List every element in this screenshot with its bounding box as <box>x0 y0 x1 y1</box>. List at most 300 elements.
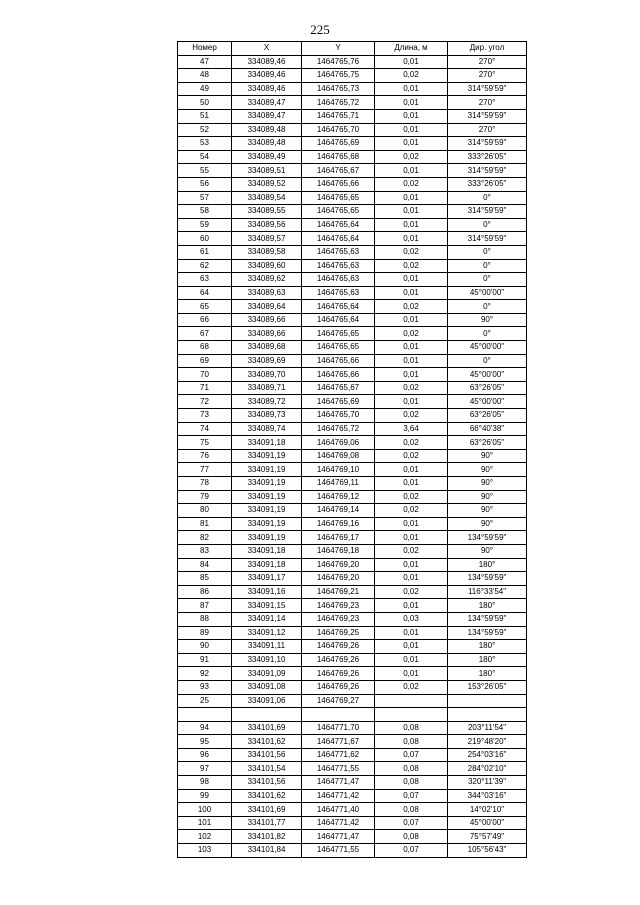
cell-y: 1464769,26 <box>302 653 375 667</box>
cell-y: 1464771,62 <box>302 748 375 762</box>
cell-number: 64 <box>178 286 232 300</box>
cell-x: 334091,19 <box>232 449 302 463</box>
cell-length <box>375 694 448 708</box>
cell-y: 1464765,64 <box>302 313 375 327</box>
cell-bearing: 0° <box>448 259 527 273</box>
cell-y: 1464765,69 <box>302 395 375 409</box>
table-row <box>178 694 527 708</box>
table-row <box>178 789 527 803</box>
cell-length: 0,01 <box>375 286 448 300</box>
cell-x: 334089,73 <box>232 409 302 423</box>
cell-length: 0,08 <box>375 776 448 790</box>
cell-number: 81 <box>178 517 232 531</box>
cell-number: 99 <box>178 789 232 803</box>
cell-number: 100 <box>178 803 232 817</box>
cell-bearing: 90° <box>448 517 527 531</box>
column-header-length: Длина, м <box>375 42 448 56</box>
cell-number: 74 <box>178 422 232 436</box>
cell-x: 334089,46 <box>232 55 302 69</box>
cell-y: 1464765,64 <box>302 300 375 314</box>
cell-y <box>302 708 375 722</box>
cell-y: 1464769,12 <box>302 490 375 504</box>
cell-number: 53 <box>178 137 232 151</box>
cell-x: 334089,47 <box>232 96 302 110</box>
cell-number: 73 <box>178 409 232 423</box>
cell-x: 334089,54 <box>232 191 302 205</box>
cell-x: 334101,82 <box>232 830 302 844</box>
cell-x: 334091,09 <box>232 667 302 681</box>
cell-bearing: 270° <box>448 69 527 83</box>
table-row <box>178 531 527 545</box>
cell-number: 80 <box>178 504 232 518</box>
table-row <box>178 653 527 667</box>
cell-length: 0,02 <box>375 259 448 273</box>
cell-y: 1464765,64 <box>302 218 375 232</box>
cell-number: 79 <box>178 490 232 504</box>
cell-y: 1464769,08 <box>302 449 375 463</box>
cell-length: 0,01 <box>375 164 448 178</box>
cell-y: 1464769,21 <box>302 585 375 599</box>
table-row <box>178 82 527 96</box>
table-row <box>178 259 527 273</box>
cell-x: 334091,19 <box>232 531 302 545</box>
cell-number: 77 <box>178 463 232 477</box>
cell-bearing: 0° <box>448 273 527 287</box>
cell-number: 69 <box>178 354 232 368</box>
cell-length: 0,08 <box>375 721 448 735</box>
cell-x: 334101,84 <box>232 844 302 858</box>
table-row <box>178 517 527 531</box>
cell-number: 51 <box>178 109 232 123</box>
table-row <box>178 123 527 137</box>
cell-x: 334089,46 <box>232 82 302 96</box>
cell-x: 334089,63 <box>232 286 302 300</box>
cell-length: 3,64 <box>375 422 448 436</box>
cell-x: 334091,19 <box>232 490 302 504</box>
cell-length: 0,02 <box>375 381 448 395</box>
table-row <box>178 232 527 246</box>
cell-bearing: 45°00'00" <box>448 341 527 355</box>
cell-y: 1464769,17 <box>302 531 375 545</box>
cell-bearing: 134°59'59" <box>448 531 527 545</box>
table-row <box>178 300 527 314</box>
cell-number: 103 <box>178 844 232 858</box>
cell-length: 0,02 <box>375 69 448 83</box>
table-row <box>178 490 527 504</box>
table-row <box>178 721 527 735</box>
cell-number: 95 <box>178 735 232 749</box>
cell-x: 334101,69 <box>232 721 302 735</box>
table-row <box>178 640 527 654</box>
cell-y: 1464765,64 <box>302 232 375 246</box>
cell-bearing: 254°03'16" <box>448 748 527 762</box>
cell-x: 334091,11 <box>232 640 302 654</box>
cell-length: 0,01 <box>375 313 448 327</box>
table-row <box>178 150 527 164</box>
cell-x: 334089,55 <box>232 205 302 219</box>
cell-length: 0,02 <box>375 490 448 504</box>
cell-bearing: 320°11'39" <box>448 776 527 790</box>
cell-y: 1464771,55 <box>302 844 375 858</box>
cell-y: 1464769,11 <box>302 477 375 491</box>
table-row <box>178 735 527 749</box>
cell-x: 334101,62 <box>232 789 302 803</box>
cell-number: 58 <box>178 205 232 219</box>
table-row <box>178 96 527 110</box>
cell-length: 0,01 <box>375 205 448 219</box>
cell-number: 59 <box>178 218 232 232</box>
cell-y: 1464765,70 <box>302 409 375 423</box>
cell-x: 334089,58 <box>232 245 302 259</box>
table-row <box>178 762 527 776</box>
table-row <box>178 680 527 694</box>
cell-y: 1464765,63 <box>302 245 375 259</box>
cell-bearing: 153°26'05" <box>448 680 527 694</box>
cell-y: 1464765,75 <box>302 69 375 83</box>
cell-length: 0,01 <box>375 109 448 123</box>
cell-y: 1464769,26 <box>302 667 375 681</box>
cell-y: 1464769,06 <box>302 436 375 450</box>
table-row <box>178 463 527 477</box>
cell-length: 0,01 <box>375 191 448 205</box>
cell-x: 334091,15 <box>232 599 302 613</box>
cell-number: 101 <box>178 816 232 830</box>
table-row <box>178 544 527 558</box>
cell-length: 0,01 <box>375 640 448 654</box>
cell-bearing: 14°02'10" <box>448 803 527 817</box>
cell-number: 54 <box>178 150 232 164</box>
table-row <box>178 177 527 191</box>
cell-length: 0,01 <box>375 653 448 667</box>
cell-y: 1464765,63 <box>302 273 375 287</box>
table-row <box>178 708 527 722</box>
cell-length: 0,02 <box>375 544 448 558</box>
cell-y: 1464765,70 <box>302 123 375 137</box>
cell-bearing: 314°59'59" <box>448 232 527 246</box>
cell-bearing: 134°59'59" <box>448 612 527 626</box>
cell-number: 65 <box>178 300 232 314</box>
cell-y: 1464765,72 <box>302 422 375 436</box>
cell-bearing: 333°26'05" <box>448 150 527 164</box>
table-row <box>178 667 527 681</box>
cell-bearing: 105°56'43" <box>448 844 527 858</box>
cell-bearing: 75°57'49" <box>448 830 527 844</box>
cell-length: 0,02 <box>375 300 448 314</box>
cell-bearing <box>448 694 527 708</box>
cell-y: 1464769,18 <box>302 544 375 558</box>
cell-bearing: 0° <box>448 300 527 314</box>
cell-x: 334091,16 <box>232 585 302 599</box>
table-row <box>178 599 527 613</box>
table-row <box>178 504 527 518</box>
page-number: 225 <box>310 22 330 37</box>
cell-x: 334101,62 <box>232 735 302 749</box>
table-row <box>178 422 527 436</box>
cell-bearing: 270° <box>448 123 527 137</box>
cell-number: 84 <box>178 558 232 572</box>
cell-x: 334101,77 <box>232 816 302 830</box>
cell-bearing: 134°59'59" <box>448 572 527 586</box>
cell-bearing: 270° <box>448 55 527 69</box>
table-row <box>178 748 527 762</box>
cell-x: 334089,49 <box>232 150 302 164</box>
cell-length: 0,02 <box>375 449 448 463</box>
cell-y: 1464771,42 <box>302 789 375 803</box>
cell-y: 1464765,76 <box>302 55 375 69</box>
cell-bearing: 0° <box>448 245 527 259</box>
cell-bearing: 66°40'38" <box>448 422 527 436</box>
cell-length: 0,01 <box>375 341 448 355</box>
cell-bearing: 180° <box>448 653 527 667</box>
column-header-y: Y <box>302 42 375 56</box>
cell-length: 0,08 <box>375 830 448 844</box>
cell-bearing: 90° <box>448 477 527 491</box>
table-row <box>178 585 527 599</box>
cell-bearing: 270° <box>448 96 527 110</box>
cell-y: 1464769,20 <box>302 558 375 572</box>
table-row <box>178 164 527 178</box>
cell-length: 0,07 <box>375 844 448 858</box>
cell-length: 0,07 <box>375 748 448 762</box>
cell-x: 334091,18 <box>232 558 302 572</box>
table-row <box>178 69 527 83</box>
cell-bearing: 45°00'00" <box>448 368 527 382</box>
cell-x: 334089,51 <box>232 164 302 178</box>
cell-bearing: 314°59'59" <box>448 164 527 178</box>
cell-x: 334089,48 <box>232 137 302 151</box>
cell-bearing: 180° <box>448 599 527 613</box>
column-header-bearing: Дир. угол <box>448 42 527 56</box>
cell-length: 0,01 <box>375 273 448 287</box>
cell-bearing: 63°26'05" <box>448 409 527 423</box>
cell-x: 334089,46 <box>232 69 302 83</box>
cell-y: 1464769,16 <box>302 517 375 531</box>
cell-number: 67 <box>178 327 232 341</box>
cell-number: 72 <box>178 395 232 409</box>
table-row <box>178 830 527 844</box>
cell-y: 1464769,26 <box>302 680 375 694</box>
cell-length: 0,01 <box>375 218 448 232</box>
cell-length: 0,01 <box>375 137 448 151</box>
cell-x: 334089,70 <box>232 368 302 382</box>
table-row <box>178 354 527 368</box>
cell-y: 1464765,69 <box>302 137 375 151</box>
cell-length: 0,08 <box>375 803 448 817</box>
cell-y: 1464765,67 <box>302 381 375 395</box>
cell-x: 334091,12 <box>232 626 302 640</box>
table-row <box>178 341 527 355</box>
cell-bearing: 90° <box>448 463 527 477</box>
table-row <box>178 191 527 205</box>
cell-length: 0,01 <box>375 558 448 572</box>
table-row <box>178 368 527 382</box>
cell-length: 0,07 <box>375 789 448 803</box>
cell-x: 334089,62 <box>232 273 302 287</box>
column-header-x: X <box>232 42 302 56</box>
cell-bearing: 314°59'59" <box>448 82 527 96</box>
cell-x: 334089,69 <box>232 354 302 368</box>
cell-y: 1464765,63 <box>302 259 375 273</box>
cell-length: 0,01 <box>375 477 448 491</box>
cell-bearing: 219°48'20" <box>448 735 527 749</box>
cell-bearing: 90° <box>448 544 527 558</box>
cell-bearing: 180° <box>448 667 527 681</box>
cell-length: 0,02 <box>375 327 448 341</box>
cell-number: 78 <box>178 477 232 491</box>
cell-length: 0,02 <box>375 680 448 694</box>
cell-x: 334091,18 <box>232 544 302 558</box>
cell-y: 1464771,67 <box>302 735 375 749</box>
cell-bearing: 0° <box>448 354 527 368</box>
cell-y: 1464765,72 <box>302 96 375 110</box>
cell-y: 1464769,23 <box>302 599 375 613</box>
cell-x: 334101,54 <box>232 762 302 776</box>
cell-number: 55 <box>178 164 232 178</box>
table-body <box>178 55 527 857</box>
cell-y: 1464769,10 <box>302 463 375 477</box>
cell-bearing: 333°26'05" <box>448 177 527 191</box>
cell-number: 82 <box>178 531 232 545</box>
cell-x: 334091,14 <box>232 612 302 626</box>
table-row <box>178 55 527 69</box>
cell-x: 334091,08 <box>232 680 302 694</box>
table-row <box>178 612 527 626</box>
cell-x: 334089,56 <box>232 218 302 232</box>
cell-number: 62 <box>178 259 232 273</box>
cell-number: 61 <box>178 245 232 259</box>
cell-length: 0,01 <box>375 55 448 69</box>
cell-bearing: 0° <box>448 218 527 232</box>
cell-bearing: 45°00'00" <box>448 395 527 409</box>
cell-x: 334089,60 <box>232 259 302 273</box>
table-row <box>178 449 527 463</box>
cell-bearing: 90° <box>448 449 527 463</box>
cell-bearing: 63°26'05" <box>448 381 527 395</box>
cell-x: 334089,57 <box>232 232 302 246</box>
table-row <box>178 137 527 151</box>
cell-number <box>178 708 232 722</box>
cell-length: 0,02 <box>375 585 448 599</box>
cell-bearing: 45°00'00" <box>448 816 527 830</box>
cell-y: 1464765,63 <box>302 286 375 300</box>
cell-y: 1464765,71 <box>302 109 375 123</box>
cell-length: 0,08 <box>375 735 448 749</box>
cell-number: 86 <box>178 585 232 599</box>
cell-length: 0,01 <box>375 517 448 531</box>
cell-bearing: 116°33'54" <box>448 585 527 599</box>
table-row <box>178 816 527 830</box>
column-header-number: Номер <box>178 42 232 56</box>
cell-x: 334101,56 <box>232 776 302 790</box>
cell-x: 334089,74 <box>232 422 302 436</box>
cell-number: 56 <box>178 177 232 191</box>
cell-x: 334091,10 <box>232 653 302 667</box>
cell-y: 1464765,73 <box>302 82 375 96</box>
cell-bearing: 203°11'54" <box>448 721 527 735</box>
cell-length: 0,01 <box>375 96 448 110</box>
cell-y: 1464769,20 <box>302 572 375 586</box>
cell-length: 0,01 <box>375 82 448 96</box>
cell-number: 89 <box>178 626 232 640</box>
cell-length: 0,02 <box>375 150 448 164</box>
cell-number: 97 <box>178 762 232 776</box>
cell-bearing: 314°59'59" <box>448 109 527 123</box>
table-row <box>178 776 527 790</box>
cell-number: 85 <box>178 572 232 586</box>
cell-length: 0,02 <box>375 177 448 191</box>
cell-number: 91 <box>178 653 232 667</box>
cell-bearing <box>448 708 527 722</box>
cell-y: 1464765,68 <box>302 150 375 164</box>
cell-x: 334091,19 <box>232 477 302 491</box>
cell-y: 1464769,26 <box>302 640 375 654</box>
cell-bearing: 90° <box>448 504 527 518</box>
table-row <box>178 205 527 219</box>
cell-length: 0,08 <box>375 762 448 776</box>
cell-bearing: 90° <box>448 490 527 504</box>
cell-number: 71 <box>178 381 232 395</box>
cell-x <box>232 708 302 722</box>
table-header-row <box>178 42 527 56</box>
cell-x: 334089,66 <box>232 313 302 327</box>
cell-number: 60 <box>178 232 232 246</box>
cell-number: 50 <box>178 96 232 110</box>
cell-y: 1464765,67 <box>302 164 375 178</box>
cell-length: 0,01 <box>375 572 448 586</box>
table-row <box>178 286 527 300</box>
cell-x: 334089,66 <box>232 327 302 341</box>
cell-y: 1464765,65 <box>302 327 375 341</box>
cell-x: 334091,19 <box>232 517 302 531</box>
cell-bearing: 45°00'00" <box>448 286 527 300</box>
cell-length: 0,03 <box>375 612 448 626</box>
cell-number: 66 <box>178 313 232 327</box>
cell-number: 102 <box>178 830 232 844</box>
cell-length: 0,07 <box>375 816 448 830</box>
table-row <box>178 381 527 395</box>
cell-bearing: 63°26'05" <box>448 436 527 450</box>
cell-x: 334089,72 <box>232 395 302 409</box>
table-row <box>178 558 527 572</box>
table-row <box>178 803 527 817</box>
cell-number: 25 <box>178 694 232 708</box>
cell-number: 70 <box>178 368 232 382</box>
cell-number: 48 <box>178 69 232 83</box>
table-row <box>178 245 527 259</box>
cell-number: 68 <box>178 341 232 355</box>
table-row <box>178 395 527 409</box>
cell-length: 0,01 <box>375 531 448 545</box>
cell-length: 0,02 <box>375 436 448 450</box>
cell-y: 1464769,23 <box>302 612 375 626</box>
cell-y: 1464765,66 <box>302 368 375 382</box>
cell-y: 1464771,42 <box>302 816 375 830</box>
cell-length: 0,02 <box>375 409 448 423</box>
table-row <box>178 626 527 640</box>
table-row <box>178 436 527 450</box>
cell-number: 47 <box>178 55 232 69</box>
cell-bearing: 344°03'16" <box>448 789 527 803</box>
cell-x: 334101,56 <box>232 748 302 762</box>
cell-number: 75 <box>178 436 232 450</box>
cell-number: 52 <box>178 123 232 137</box>
cell-x: 334089,52 <box>232 177 302 191</box>
cell-x: 334089,68 <box>232 341 302 355</box>
cell-x: 334101,69 <box>232 803 302 817</box>
cell-y: 1464769,25 <box>302 626 375 640</box>
cell-number: 92 <box>178 667 232 681</box>
table-row <box>178 572 527 586</box>
